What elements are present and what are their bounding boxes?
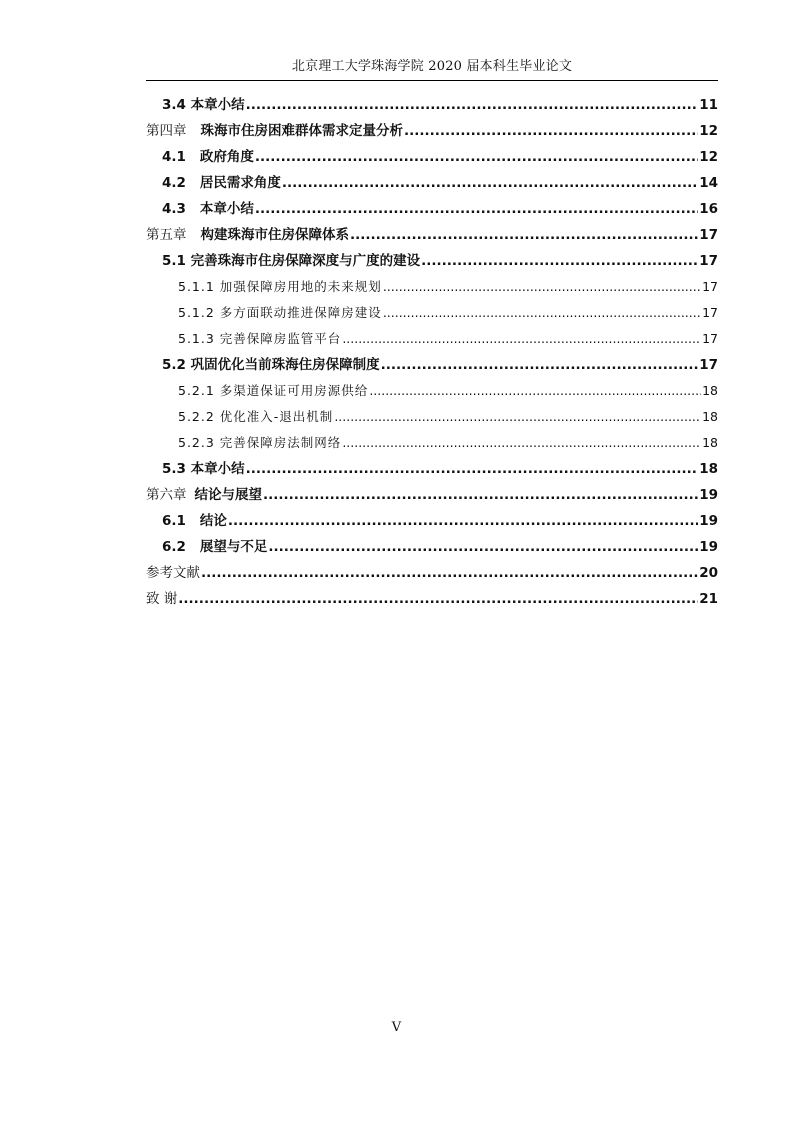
toc-entry[interactable] bbox=[146, 508, 718, 534]
toc-entry-page: 17 bbox=[702, 305, 718, 320]
dot-leader bbox=[201, 560, 698, 586]
table-of-contents bbox=[146, 92, 718, 612]
toc-entry-title: 完善保障房监管平台 bbox=[219, 331, 342, 346]
toc-entry[interactable] bbox=[146, 144, 718, 170]
dot-leader bbox=[342, 326, 701, 352]
toc-entry-title: 巩固优化当前珠海住房保障制度 bbox=[190, 357, 380, 373]
dot-leader bbox=[342, 430, 701, 456]
toc-entry-page: 16 bbox=[699, 201, 718, 217]
dot-leader bbox=[268, 534, 698, 560]
toc-entry-title: 政府角度 bbox=[199, 149, 254, 165]
toc-entry-number: 5.1.1 bbox=[178, 279, 215, 294]
dot-leader bbox=[383, 274, 701, 300]
page-number: V bbox=[391, 1020, 402, 1035]
toc-entry-number: 第六章 bbox=[146, 487, 187, 503]
toc-entry[interactable] bbox=[146, 534, 718, 560]
dot-leader bbox=[404, 118, 698, 144]
dot-leader bbox=[255, 144, 698, 170]
toc-entry-title: 居民需求角度 bbox=[199, 175, 281, 191]
dot-leader bbox=[381, 352, 699, 378]
toc-entry[interactable] bbox=[146, 222, 718, 248]
toc-entry-title: 完善珠海市住房保障深度与广度的建设 bbox=[190, 253, 421, 269]
toc-entry-title: 构建珠海市住房保障体系 bbox=[200, 227, 349, 243]
toc-entry-title: 珠海市住房困难群体需求定量分析 bbox=[200, 123, 403, 139]
toc-entry-page: 12 bbox=[699, 149, 718, 165]
dot-leader bbox=[255, 196, 698, 222]
toc-entry-title: 本章小结 bbox=[199, 201, 254, 217]
toc-entry-number: 4.2 bbox=[162, 175, 186, 191]
toc-entry-page: 19 bbox=[699, 513, 718, 529]
dot-leader bbox=[178, 586, 698, 612]
toc-entry-number: 5.2 bbox=[162, 357, 186, 373]
toc-entry[interactable] bbox=[146, 560, 718, 586]
toc-entry-number: 5.3 bbox=[162, 461, 186, 477]
toc-entry-page: 18 bbox=[702, 435, 718, 450]
dot-leader bbox=[369, 378, 701, 404]
toc-entry-number: 5.2.2 bbox=[178, 409, 215, 424]
toc-entry-number: 3.4 bbox=[162, 97, 186, 113]
dot-leader bbox=[383, 300, 701, 326]
toc-entry-page: 19 bbox=[699, 539, 718, 555]
toc-entry-number: 第四章 bbox=[146, 123, 187, 139]
toc-entry-page: 17 bbox=[702, 331, 718, 346]
toc-entry[interactable] bbox=[146, 430, 718, 456]
dot-leader bbox=[282, 170, 698, 196]
toc-entry[interactable] bbox=[146, 118, 718, 144]
toc-entry[interactable] bbox=[146, 482, 718, 508]
running-header: 北京理工大学珠海学院 2020 届本科生毕业论文 bbox=[291, 59, 573, 74]
dot-leader bbox=[263, 482, 698, 508]
toc-entry[interactable] bbox=[146, 378, 718, 404]
toc-entry-page: 18 bbox=[699, 461, 718, 477]
toc-entry-title: 结论 bbox=[199, 513, 227, 529]
toc-entry[interactable] bbox=[146, 300, 718, 326]
toc-entry-page: 17 bbox=[699, 357, 718, 373]
toc-entry-title: 展望与不足 bbox=[199, 539, 268, 555]
toc-entry-page: 18 bbox=[702, 383, 718, 398]
header-rule bbox=[146, 80, 718, 81]
toc-entry-page: 17 bbox=[699, 227, 718, 243]
toc-entry-page: 11 bbox=[699, 97, 718, 113]
toc-entry-page: 17 bbox=[702, 279, 718, 294]
toc-entry-page: 12 bbox=[699, 123, 718, 139]
dot-leader bbox=[350, 222, 698, 248]
toc-entry-number: 5.1.2 bbox=[178, 305, 215, 320]
dot-leader bbox=[228, 508, 698, 534]
dot-leader bbox=[246, 92, 699, 118]
toc-entry-title: 多渠道保证可用房源供给 bbox=[219, 383, 369, 398]
toc-entry[interactable] bbox=[146, 92, 718, 118]
toc-entry[interactable] bbox=[146, 352, 718, 378]
toc-entry-page: 17 bbox=[699, 253, 718, 269]
dot-leader bbox=[334, 404, 701, 430]
toc-entry-title: 致 谢 bbox=[146, 591, 178, 607]
toc-entry[interactable] bbox=[146, 326, 718, 352]
toc-entry-number: 4.3 bbox=[162, 201, 186, 217]
toc-entry[interactable] bbox=[146, 196, 718, 222]
toc-entry-title: 本章小结 bbox=[190, 461, 245, 477]
toc-entry-page: 19 bbox=[699, 487, 718, 503]
toc-entry-number: 第五章 bbox=[146, 227, 187, 243]
toc-entry-title: 参考文献 bbox=[146, 565, 200, 581]
toc-entry[interactable] bbox=[146, 274, 718, 300]
toc-entry-number: 6.1 bbox=[162, 513, 186, 529]
toc-entry-title: 多方面联动推进保障房建设 bbox=[219, 305, 382, 320]
toc-entry-number: 5.1.3 bbox=[178, 331, 215, 346]
toc-entry-number: 5.2.3 bbox=[178, 435, 215, 450]
toc-entry-title: 结论与展望 bbox=[194, 487, 262, 503]
toc-entry[interactable] bbox=[146, 248, 718, 274]
toc-entry-number: 4.1 bbox=[162, 149, 186, 165]
toc-entry-title: 优化准入-退出机制 bbox=[219, 409, 334, 424]
dot-leader bbox=[421, 248, 698, 274]
toc-entry[interactable] bbox=[146, 456, 718, 482]
dot-leader bbox=[246, 456, 699, 482]
toc-entry-page: 14 bbox=[699, 175, 718, 191]
toc-entry-title: 加强保障房用地的未来规划 bbox=[219, 279, 382, 294]
toc-entry-title: 完善保障房法制网络 bbox=[219, 435, 342, 450]
toc-entry-page: 18 bbox=[702, 409, 718, 424]
toc-entry-number: 5.2.1 bbox=[178, 383, 215, 398]
toc-entry-number: 5.1 bbox=[162, 253, 186, 269]
toc-entry-number: 6.2 bbox=[162, 539, 186, 555]
toc-entry[interactable] bbox=[146, 170, 718, 196]
toc-entry[interactable] bbox=[146, 404, 718, 430]
toc-entry-page: 20 bbox=[699, 565, 718, 581]
toc-entry[interactable] bbox=[146, 586, 718, 612]
toc-entry-title: 本章小结 bbox=[190, 97, 245, 113]
toc-entry-page: 21 bbox=[699, 591, 718, 607]
